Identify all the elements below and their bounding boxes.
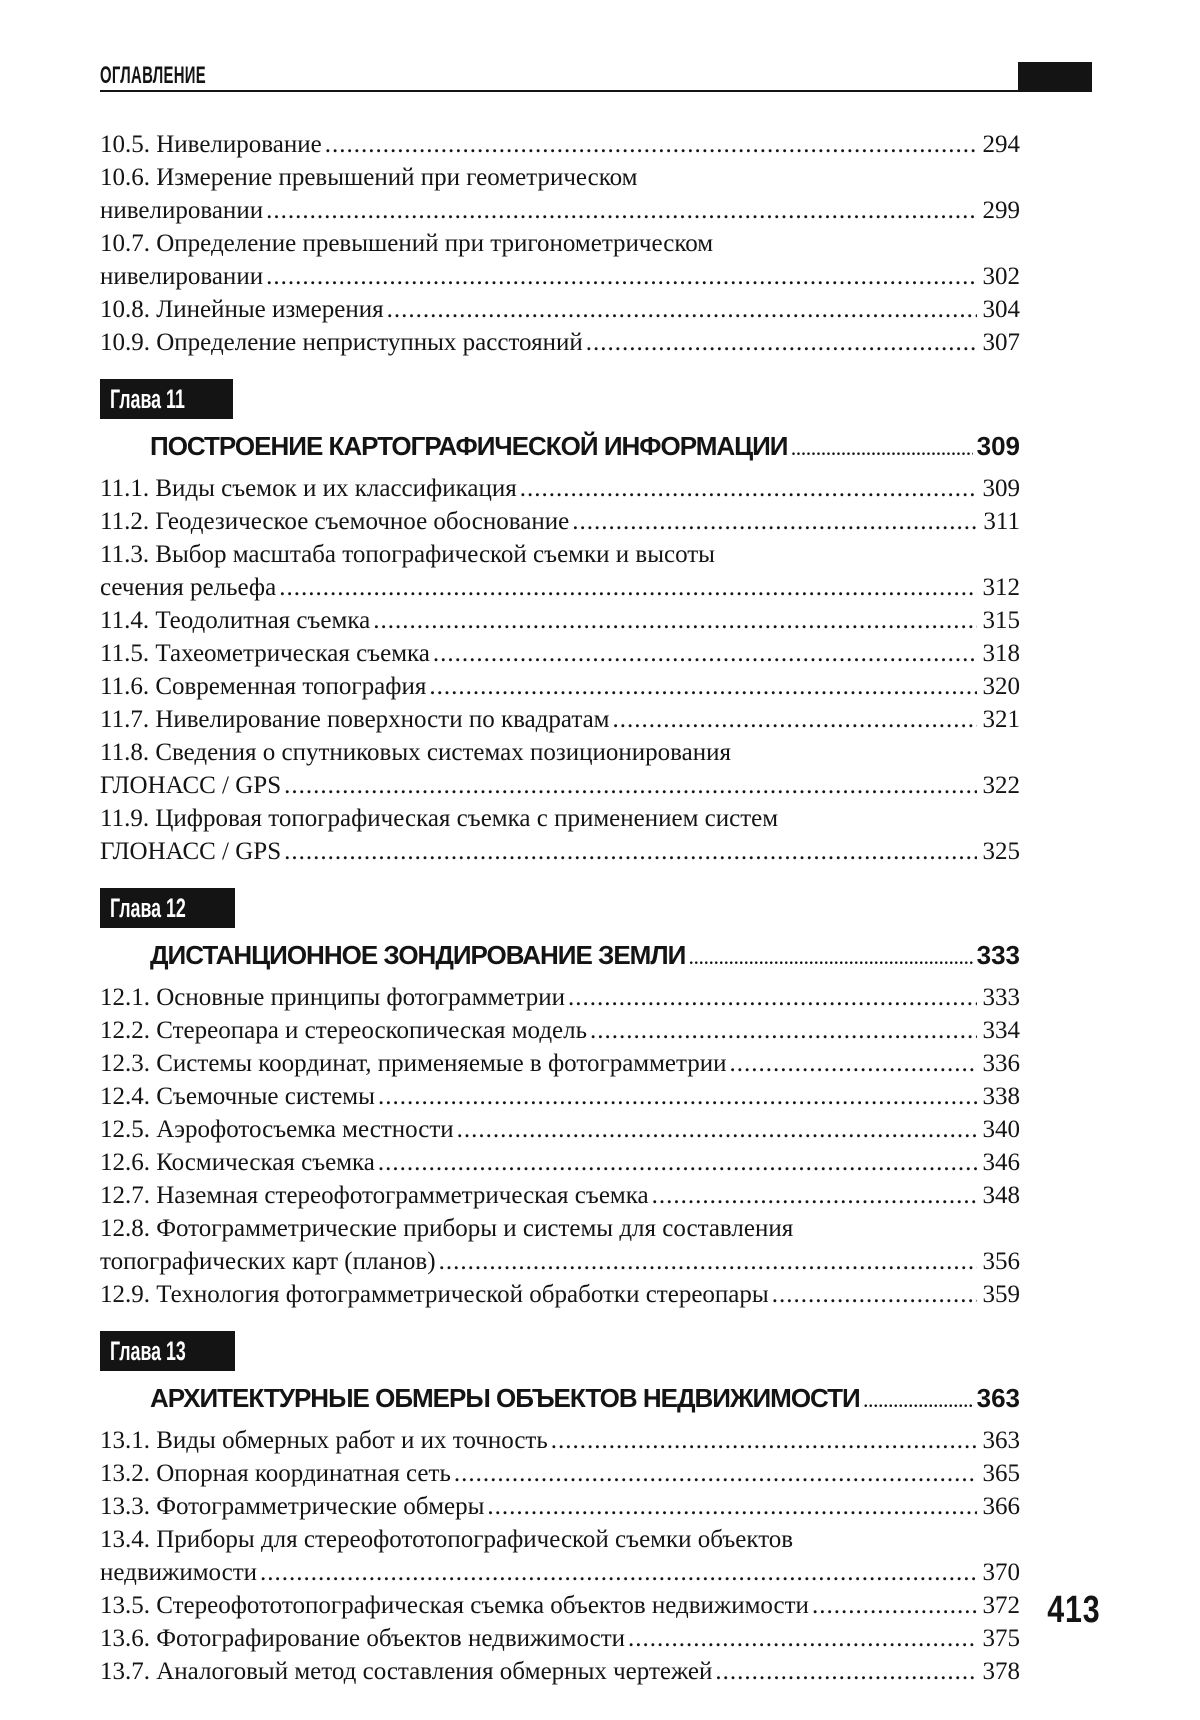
toc-entry-title-line: 11.7. Нивелирование поверхности по квадратам — [100, 706, 610, 733]
toc-entry-page: 366 — [982, 1493, 1020, 1520]
chapter-badge-label: Глава 13 — [110, 1336, 186, 1366]
toc-entry[interactable] — [100, 326, 1020, 359]
toc-entry-page: 375 — [982, 1625, 1020, 1652]
toc-entry-title-line: 12.1. Основные принципы фотограмметрии — [100, 984, 565, 1011]
toc-entry-page: 372 — [982, 1592, 1020, 1619]
header-rule — [100, 90, 1022, 92]
toc-entry-page: 334 — [982, 1017, 1020, 1044]
dot-leader — [266, 194, 976, 227]
toc-entry-page: 346 — [982, 1149, 1020, 1176]
toc-entry-page: 322 — [982, 772, 1020, 799]
toc-entry-title-line: 13.1. Виды обмерных работ и их точность — [100, 1427, 548, 1454]
toc-entry-title-line: 12.6. Космическая съемка — [100, 1149, 375, 1176]
running-head-title: ОГЛАВЛЕНИЕ — [100, 62, 207, 89]
toc-entry[interactable] — [100, 505, 1020, 538]
dot-leader — [613, 703, 977, 736]
toc-entry-page: 378 — [982, 1658, 1020, 1685]
dot-leader — [628, 1622, 977, 1655]
dot-leader — [590, 1014, 976, 1047]
toc-entry-title-line: 11.2. Геодезическое съемочное обоснование — [100, 508, 570, 535]
dot-leader — [586, 326, 977, 359]
toc-entry-title-line: 11.3. Выбор масштаба топографической съемки и высоты — [100, 541, 715, 568]
toc-entry-title-line: 10.7. Определение превышений при тригонометрическом — [100, 230, 714, 257]
dot-leader — [439, 1245, 977, 1278]
toc-entry[interactable] — [100, 1014, 1020, 1047]
toc-entry[interactable] — [100, 1655, 1020, 1688]
toc-entry-page: 311 — [983, 508, 1020, 535]
dot-leader — [652, 1179, 977, 1212]
dot-leader — [279, 571, 976, 604]
toc-entry-page: 325 — [982, 838, 1020, 865]
dot-leader — [457, 1113, 977, 1146]
toc-entry[interactable] — [100, 670, 1020, 703]
toc-entry-page: 321 — [982, 706, 1020, 733]
toc-entry[interactable] — [100, 1212, 1020, 1278]
toc-entry-title-line: 12.2. Стереопара и стереоскопическая модель — [100, 1017, 588, 1044]
dot-leader — [266, 260, 976, 293]
toc-entry-title-line: 12.4. Съемочные системы — [100, 1083, 375, 1110]
dot-leader — [551, 1424, 977, 1457]
toc-entry-page: 338 — [982, 1083, 1020, 1110]
toc-entry-page: 340 — [982, 1116, 1020, 1143]
toc-entry-title-line: 13.3. Фотограмметрические обмеры — [100, 1493, 485, 1520]
toc-entry-page: 299 — [982, 197, 1020, 224]
toc-entry-page: 363 — [982, 1427, 1020, 1454]
toc-entry-page: 370 — [982, 1559, 1020, 1586]
toc-entry-title-line: 10.6. Измерение превышений при геометрическом — [100, 164, 638, 191]
dot-leader — [325, 128, 977, 161]
toc-entry[interactable] — [100, 1523, 1020, 1589]
toc-entry-page: 304 — [982, 296, 1020, 323]
dot-leader — [568, 981, 977, 1014]
dot-leader — [454, 1457, 977, 1490]
chapter-title: ДИСТАНЦИОННОЕ ЗОНДИРОВАНИЕ ЗЕМЛИ — [150, 940, 686, 970]
toc-entry-title-line: 11.1. Виды съемок и их классификация — [100, 475, 517, 502]
chapter-title: ПОСТРОЕНИЕ КАРТОГРАФИЧЕСКОЙ ИНФОРМАЦИИ — [150, 431, 788, 461]
toc-entry[interactable] — [100, 1113, 1020, 1146]
chapter-section — [100, 1331, 1020, 1688]
toc-entry-title-line: 13.7. Аналоговый метод составления обмерных чертежей — [100, 1658, 713, 1685]
toc-entry-title-line: 10.9. Определение неприступных расстояний — [100, 329, 583, 356]
toc-entry-title-line: 13.2. Опорная координатная сеть — [100, 1460, 451, 1487]
toc-entry-page: 336 — [982, 1050, 1020, 1077]
dot-leader — [373, 604, 976, 637]
page-number: 413 — [1046, 1589, 1100, 1631]
toc-entry-page: 365 — [982, 1460, 1020, 1487]
dot-leader — [572, 505, 977, 538]
toc-entry[interactable] — [100, 1278, 1020, 1311]
toc-entry-title-line: 13.4. Приборы для стереофототопографической съемки объектов — [100, 1526, 794, 1553]
table-of-contents — [100, 128, 1020, 1688]
chapter-section — [100, 379, 1020, 868]
toc-entry-page: 302 — [982, 263, 1020, 290]
toc-entry-title-line: 12.3. Системы координат, применяемые в фотограмметрии — [100, 1050, 727, 1077]
dot-leader — [730, 1047, 977, 1080]
chapter-badge-label: Глава 11 — [110, 384, 185, 414]
dot-leader — [378, 1146, 977, 1179]
dot-leader — [284, 835, 976, 868]
toc-entry-page: 356 — [982, 1248, 1020, 1275]
dot-leader — [378, 1080, 977, 1113]
toc-entry-title-line: 13.6. Фотографирование объектов недвижимости — [100, 1625, 625, 1652]
chapter-badge — [100, 379, 233, 419]
toc-entry-title-line: ГЛОНАСС / GPS — [100, 838, 282, 865]
toc-entry[interactable] — [100, 1589, 1020, 1622]
toc-entry-page: 309 — [982, 475, 1020, 502]
toc-entry-title-line: ГЛОНАСС / GPS — [100, 772, 282, 799]
dot-leader — [260, 1556, 976, 1589]
dot-leader — [772, 1278, 977, 1311]
toc-entry[interactable] — [100, 1490, 1020, 1523]
toc-entry[interactable] — [100, 637, 1020, 670]
toc-entry-title-line: 13.5. Стереофототопографическая съемка объектов недвижимости — [100, 1592, 809, 1619]
toc-entry[interactable] — [100, 472, 1020, 505]
toc-entry[interactable] — [100, 161, 1020, 227]
toc-entry-page: 312 — [982, 574, 1020, 601]
toc-entry-title-line: 12.5. Аэрофотосъемка местности — [100, 1116, 454, 1143]
dot-leader — [812, 1589, 977, 1622]
chapter-heading[interactable] — [150, 431, 1020, 462]
toc-entry-page: 318 — [982, 640, 1020, 667]
toc-entry[interactable] — [100, 802, 1020, 868]
dot-leader — [864, 1394, 973, 1412]
toc-entry-title-line: 10.5. Нивелирование — [100, 131, 322, 158]
dot-leader — [387, 293, 977, 326]
header-black-block — [1018, 62, 1092, 92]
toc-entry[interactable] — [100, 1179, 1020, 1212]
toc-entry-title-line: сечения рельефа — [100, 574, 277, 601]
toc-entry-page: 333 — [982, 984, 1020, 1011]
toc-entry[interactable] — [100, 604, 1020, 637]
toc-entry-title-line: 11.6. Современная топография — [100, 673, 427, 700]
toc-entry[interactable] — [100, 1622, 1020, 1655]
toc-entry-title-line: 11.8. Сведения о спутниковых системах позиционирования — [100, 739, 731, 766]
chapter-heading[interactable] — [150, 1383, 1020, 1414]
toc-entry[interactable] — [100, 736, 1020, 802]
toc-entry-title-line: нивелировании — [100, 197, 264, 224]
toc-entry-title-line: недвижимости — [100, 1559, 258, 1586]
toc-entry[interactable] — [100, 1457, 1020, 1490]
chapter-badge — [100, 1331, 235, 1371]
dot-leader — [520, 472, 977, 505]
toc-entry[interactable] — [100, 1146, 1020, 1179]
toc-entry-title-line: 10.8. Линейные измерения — [100, 296, 384, 323]
toc-entry[interactable] — [100, 293, 1020, 326]
toc-entry[interactable] — [100, 128, 1020, 161]
toc-entry-title-line: топографических карт (планов) — [100, 1248, 436, 1275]
toc-entry[interactable] — [100, 703, 1020, 736]
toc-entry[interactable] — [100, 1047, 1020, 1080]
toc-entry-title-line: 12.9. Технология фотограмметрической обработки стереопары — [100, 1281, 769, 1308]
toc-entry-title-line: 11.4. Теодолитная съемка — [100, 607, 371, 634]
toc-entry[interactable] — [100, 538, 1020, 604]
toc-entry-title-line: 12.7. Наземная стереофотограмметрическая съемка — [100, 1182, 649, 1209]
toc-entry[interactable] — [100, 227, 1020, 293]
toc-entry-title-line: 12.8. Фотограмметрические приборы и системы для составления — [100, 1215, 794, 1242]
page-header — [100, 60, 1092, 92]
chapter-badge-label: Глава 12 — [110, 893, 186, 923]
toc-entry-page: 348 — [982, 1182, 1020, 1209]
toc-entry-title-line: 11.9. Цифровая топографическая съемка с применением систем — [100, 805, 779, 832]
chapter-page: 363 — [976, 1383, 1020, 1413]
dot-leader — [792, 442, 973, 460]
dot-leader — [715, 1655, 976, 1688]
toc-entry[interactable] — [100, 1080, 1020, 1113]
toc-entry-page: 307 — [982, 329, 1020, 356]
chapter-page: 309 — [976, 431, 1020, 461]
chapter-page: 333 — [976, 940, 1020, 970]
chapter-heading[interactable] — [150, 940, 1020, 971]
toc-entry-page: 315 — [982, 607, 1020, 634]
toc-entry-page: 320 — [982, 673, 1020, 700]
dot-leader — [433, 637, 977, 670]
toc-entry-page: 359 — [982, 1281, 1020, 1308]
toc-entry[interactable] — [100, 1424, 1020, 1457]
chapter-title: АРХИТЕКТУРНЫЕ ОБМЕРЫ ОБЪЕКТОВ НЕДВИЖИМОСТИ — [150, 1383, 860, 1413]
dot-leader — [487, 1490, 976, 1523]
chapter-badge — [100, 888, 235, 928]
dot-leader — [689, 951, 972, 969]
toc-entry-title-line: 11.5. Тахеометрическая съемка — [100, 640, 430, 667]
toc-entry-page: 294 — [982, 131, 1020, 158]
dot-leader — [429, 670, 976, 703]
dot-leader — [284, 769, 976, 802]
toc-entry[interactable] — [100, 981, 1020, 1014]
chapter-section — [100, 888, 1020, 1311]
toc-entry-title-line: нивелировании — [100, 263, 264, 290]
